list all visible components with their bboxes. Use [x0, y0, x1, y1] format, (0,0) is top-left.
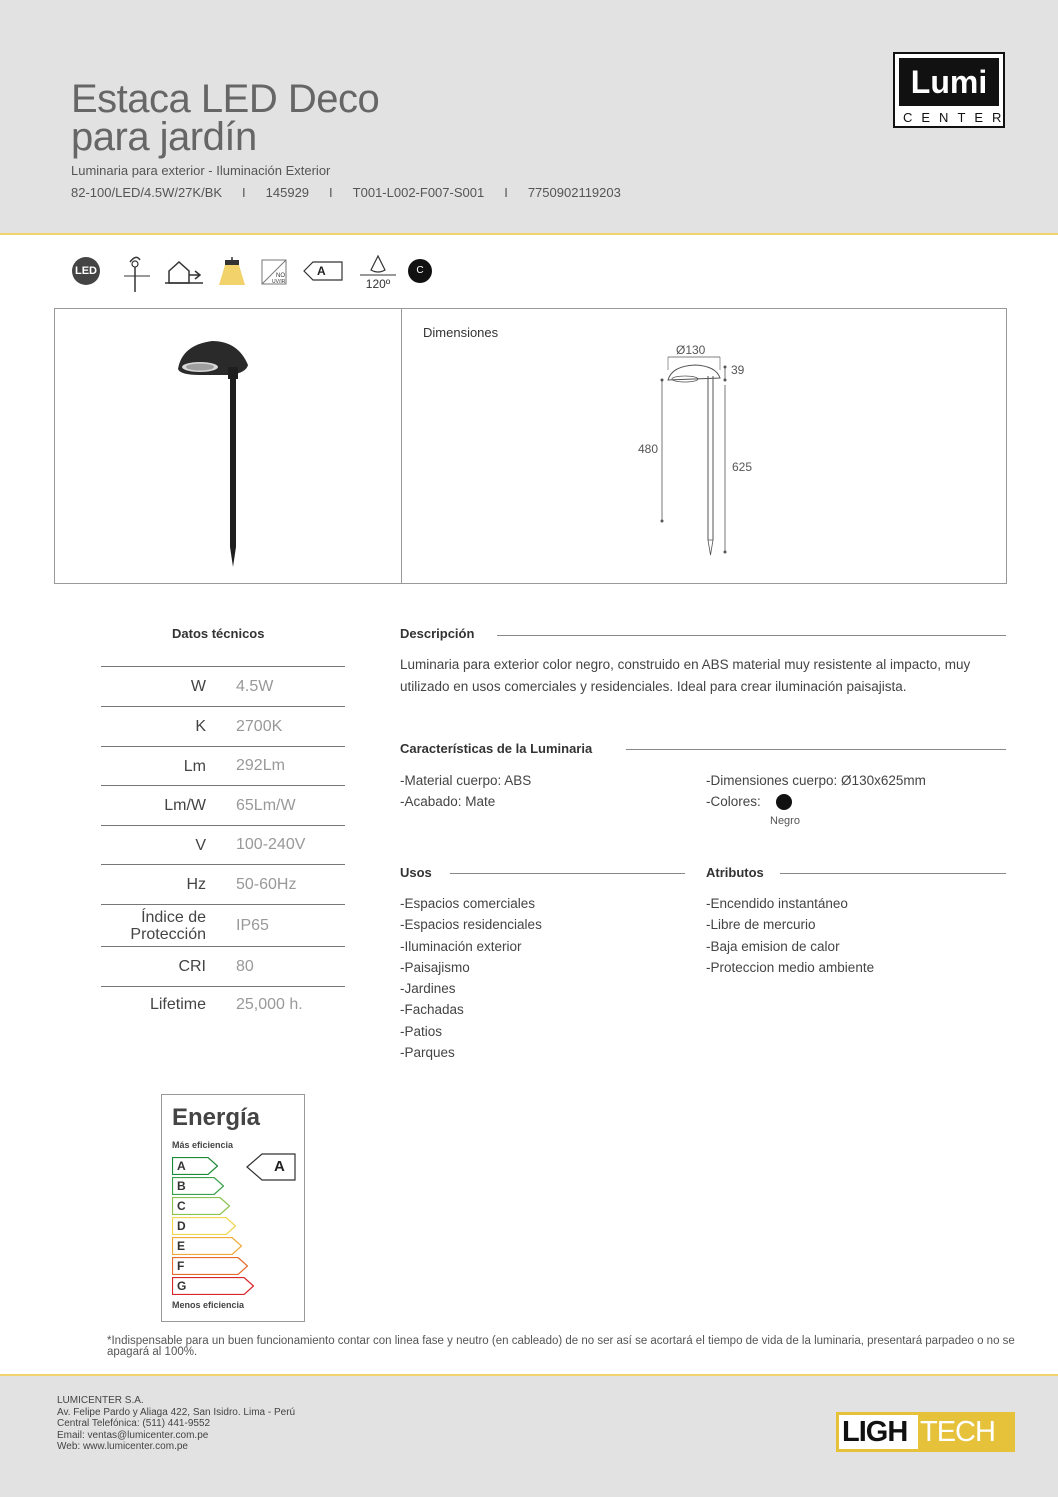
tech-value: 65Lm/W: [236, 796, 296, 814]
code-separator: I: [329, 185, 333, 200]
lumicenter-logo: [893, 52, 1011, 128]
tech-row: [101, 986, 345, 1022]
atributos-rule: [780, 873, 1006, 874]
atributos-list: [706, 893, 874, 978]
led-icon: LED: [72, 257, 100, 285]
footer-email: Email: ventas@lumicenter.com.pe: [57, 1429, 209, 1441]
code-model: 82-100/LED/4.5W/27K/BK: [71, 185, 223, 200]
uv-ir-text: UV/IR: [272, 279, 286, 285]
feature-item: -Acabado: Mate: [400, 794, 496, 810]
energy-rating-label: A: [274, 1158, 285, 1175]
tech-data-title: Datos técnicos: [172, 626, 265, 641]
usos-title: Usos: [400, 865, 432, 880]
spike-icon: [122, 252, 152, 299]
energy-class-letter: F: [177, 1259, 185, 1273]
dim-stake-height: 480: [638, 442, 659, 456]
usos-rule: [450, 873, 685, 874]
dim-head-height: 39: [731, 363, 745, 377]
tech-row: [101, 864, 345, 904]
tech-data-table: [101, 666, 345, 1022]
code-separator: I: [242, 185, 246, 200]
tech-row: [101, 946, 345, 986]
lightech-logo: [836, 1412, 1015, 1452]
list-item: -Parques: [400, 1045, 455, 1061]
feature-item: -Dimensiones cuerpo: Ø130x625mm: [706, 773, 926, 788]
energy-class-letter: G: [177, 1279, 187, 1293]
energy-class-bar: [172, 1177, 224, 1195]
product-title: [71, 77, 380, 159]
product-photo: [170, 337, 290, 577]
energy-rating: [246, 1153, 296, 1181]
energy-class-label: A: [317, 264, 326, 278]
usos-list: [400, 893, 542, 1063]
tech-key: W: [190, 678, 206, 695]
downlight-icon: [217, 257, 247, 292]
tech-value: 292Lm: [236, 757, 285, 774]
footnote: *Indispensable para un buen funcionamiento contar con linea fase y neutro (en cableado) de no ser así se acortará el tiempo de vida de la luminaria, presentará parpadeo o no se apagará al 100%.: [107, 1335, 1015, 1358]
description-rule: [497, 635, 1006, 636]
energy-class-letter: E: [177, 1239, 186, 1253]
tech-value: 50-60Hz: [236, 875, 297, 893]
tech-key: V: [195, 836, 206, 854]
energy-class-letter: C: [177, 1199, 186, 1213]
energy-class-icon: [303, 261, 343, 281]
product-figure-box: [54, 308, 1007, 584]
dimensions-title: Dimensiones: [423, 325, 499, 340]
title-line-2: para jardín: [71, 115, 257, 159]
tech-key: Índice de Protección: [130, 908, 206, 943]
features-title: Características de la Luminaria: [400, 741, 593, 756]
footer-company: LUMICENTER S.A.: [57, 1395, 144, 1406]
feature-item: -Material cuerpo: ABS: [400, 773, 532, 788]
code-family: T001-L002-F007-S001: [352, 185, 485, 200]
color-name: Negro: [770, 815, 800, 827]
footer-contact: [57, 1395, 295, 1453]
energy-class-letter: B: [177, 1179, 186, 1193]
tech-value: 2700K: [236, 717, 283, 735]
energy-class-bar: [172, 1237, 242, 1255]
tech-key: Lm: [183, 757, 206, 775]
figure-divider: [401, 309, 402, 583]
footer-phone: Central Telefónica: (511) 441-9552: [57, 1418, 211, 1429]
energy-class-letter: D: [177, 1219, 186, 1233]
energy-label: [161, 1094, 305, 1322]
tech-key: Lm/W: [164, 797, 206, 814]
energy-class-letter: A: [177, 1159, 186, 1173]
no-uv-ir-icon: [260, 258, 290, 291]
tech-row: [101, 904, 345, 946]
lightech-logo-part2: TECH: [918, 1415, 1012, 1449]
tech-row: [101, 706, 345, 746]
product-subtitle: Luminaria para exterior - Iluminación Exterior: [71, 163, 331, 178]
energy-less-efficiency: Menos eficiencia: [172, 1300, 245, 1310]
logo-center: CENTER: [903, 110, 1011, 125]
list-item: -Iluminación exterior: [400, 938, 522, 954]
tech-value: 80: [236, 957, 254, 975]
list-item: -Paisajismo: [400, 959, 470, 975]
title-line-1: Estaca LED Deco: [71, 77, 380, 121]
tech-row: [101, 825, 345, 864]
list-item: -Proteccion medio ambiente: [706, 959, 875, 975]
code-sku: 145929: [265, 185, 310, 200]
code-separator: I: [504, 185, 508, 200]
outdoor-house-icon: [165, 258, 205, 291]
energy-class-bar: [172, 1277, 254, 1295]
list-item: -Jardines: [400, 981, 456, 997]
energy-class-bar: [172, 1197, 230, 1215]
description-text: Luminaria para exterior color negro, construido en ABS material muy resistente al impacto, muy utilizado en usos comerciales y residenciales. Ideal para crear iluminación paisajista.: [400, 657, 971, 694]
energy-more-efficiency: Más eficiencia: [172, 1140, 234, 1150]
product-codes: [71, 185, 621, 200]
logo-lumi: Lumi: [899, 58, 999, 106]
list-item: -Espacios comerciales: [400, 896, 536, 911]
dim-diameter: Ø130: [676, 343, 706, 357]
color-c-icon: C: [408, 259, 432, 283]
tech-value: IP65: [236, 916, 269, 934]
feature-item: -Colores:: [706, 794, 761, 810]
no-uv-text: NO: [276, 273, 285, 279]
energy-title: Energía: [172, 1104, 261, 1131]
footer-web: Web: www.lumicenter.com.pe: [57, 1441, 188, 1452]
tech-value: 25,000 h.: [236, 995, 303, 1013]
tech-key: Lifetime: [149, 996, 206, 1013]
list-item: -Baja emision de calor: [706, 938, 840, 954]
beam-angle-icon: [360, 254, 396, 292]
feature-icons: [70, 252, 470, 292]
tech-value: 100-240V: [236, 836, 306, 853]
energy-class-bar: [172, 1157, 218, 1175]
list-item: -Libre de mercurio: [706, 917, 816, 933]
code-ean: 7750902119203: [527, 185, 621, 200]
features-rule: [626, 749, 1006, 750]
features-right-list: [706, 770, 926, 813]
tech-row: [101, 666, 345, 706]
footer-address: Av. Felipe Pardo y Aliaga 422, San Isidro. Lima - Perú: [57, 1406, 296, 1418]
tech-key: Hz: [186, 876, 206, 893]
description-title: Descripción: [400, 626, 475, 641]
list-item: -Patios: [400, 1023, 443, 1039]
energy-class-bar: [172, 1257, 248, 1275]
energy-class-bar: [172, 1217, 236, 1235]
tech-key: CRI: [178, 958, 206, 975]
tech-key: K: [195, 718, 206, 735]
list-item: -Encendido instantáneo: [706, 896, 848, 911]
dim-total-height: 625: [732, 460, 753, 474]
beam-angle-label: 120º: [365, 277, 391, 291]
list-item: -Espacios residenciales: [400, 917, 542, 933]
color-swatch-black: [776, 794, 792, 810]
list-item: -Fachadas: [400, 1002, 464, 1018]
tech-value: 4.5W: [236, 677, 274, 695]
atributos-title: Atributos: [706, 865, 764, 880]
features-left-list: [400, 770, 531, 813]
tech-row: [101, 746, 345, 785]
tech-row: [101, 785, 345, 825]
lightech-logo-part1: LIGH: [842, 1416, 908, 1448]
